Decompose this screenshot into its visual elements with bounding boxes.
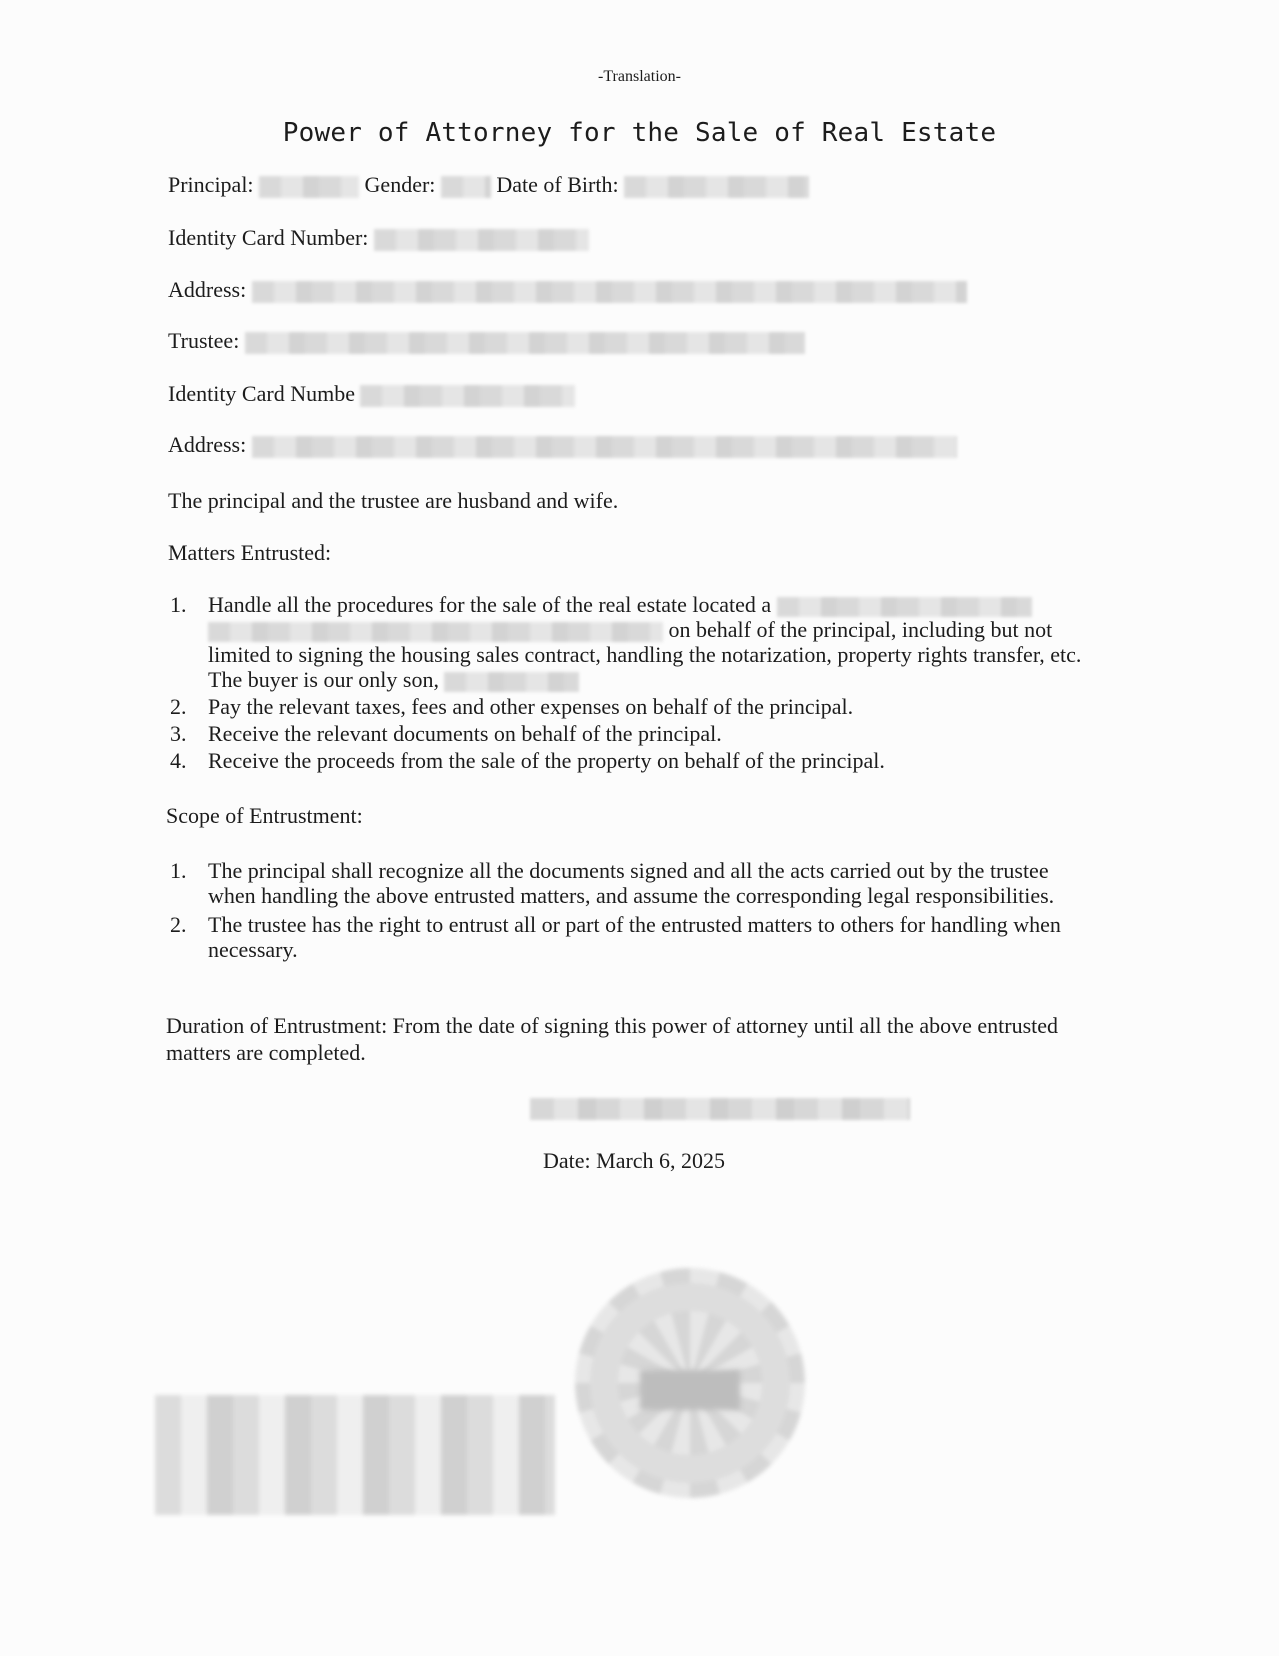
duration-statement: Duration of Entrustment: From the date of signing this power of attorney until all the above entrusted matters are completed. bbox=[166, 1013, 1059, 1065]
trustee-redacted bbox=[245, 332, 805, 354]
translation-note: -Translation- bbox=[598, 68, 681, 85]
gender-label: Gender: bbox=[364, 172, 436, 197]
principal-label: Principal: bbox=[168, 172, 254, 197]
list-item bbox=[170, 694, 1090, 719]
list-text: Receive the relevant documents on behalf of the principal. bbox=[208, 721, 722, 746]
matters-heading: Matters Entrusted: bbox=[168, 540, 332, 565]
scope-heading: Scope of Entrustment: bbox=[166, 803, 363, 828]
list-number: 3. bbox=[170, 721, 187, 746]
list-text: Pay the relevant taxes, fees and other expenses on behalf of the principal. bbox=[208, 694, 854, 719]
location-redacted bbox=[777, 597, 1032, 617]
address-redacted-principal bbox=[252, 281, 967, 303]
list-number: 2. bbox=[170, 912, 187, 937]
dob-redacted bbox=[624, 176, 809, 198]
id-line-principal bbox=[168, 225, 589, 251]
address-line-trustee bbox=[168, 432, 957, 458]
list-item bbox=[170, 748, 1090, 773]
list-number: 1. bbox=[170, 858, 187, 883]
id-redacted-trustee bbox=[360, 385, 575, 407]
relation-statement: The principal and the trustee are husband and wife. bbox=[168, 488, 619, 513]
list-item bbox=[170, 858, 1090, 908]
list-text: Receive the proceeds from the sale of the property on behalf of the principal. bbox=[208, 748, 885, 773]
scope-list bbox=[170, 858, 1090, 964]
list-item bbox=[170, 912, 1090, 962]
address-redacted-trustee bbox=[252, 436, 957, 458]
trustee-label: Trustee: bbox=[168, 328, 240, 353]
date-line: Date: March 6, 2025 bbox=[543, 1148, 726, 1173]
list-text: Handle all the procedures for the sale of the real estate located a bbox=[208, 592, 772, 617]
gender-redacted bbox=[441, 176, 491, 198]
list-text-cont: on behalf of the principal, including but not limited to signing the housing sales contract, handling the notarization, property rights transfer, etc. The buyer is our only son, bbox=[208, 617, 1082, 692]
principal-line bbox=[168, 172, 809, 198]
list-item bbox=[170, 592, 1090, 692]
id-label-trustee: Identity Card Numbe bbox=[168, 381, 355, 406]
dob-label: Date of Birth: bbox=[496, 172, 619, 197]
id-label-principal: Identity Card Number: bbox=[168, 225, 369, 250]
address-label-principal: Address: bbox=[168, 277, 247, 302]
list-text: The trustee has the right to entrust all or part of the entrusted matters to others for handling when necessary. bbox=[208, 912, 1061, 962]
buyer-name-redacted bbox=[444, 672, 579, 692]
list-number: 4. bbox=[170, 748, 187, 773]
address-line-principal bbox=[168, 277, 967, 303]
document-title: Power of Attorney for the Sale of Real Estate bbox=[282, 118, 997, 148]
signature-redacted bbox=[155, 1395, 555, 1515]
id-redacted-principal bbox=[374, 229, 589, 251]
list-number: 2. bbox=[170, 694, 187, 719]
list-text: The principal shall recognize all the documents signed and all the acts carried out by the trustee when handling the above entrusted matters, and assume the corresponding legal responsibilities. bbox=[208, 858, 1055, 908]
id-line-trustee bbox=[168, 381, 575, 407]
trustee-line bbox=[168, 328, 805, 354]
matters-list bbox=[170, 592, 1090, 775]
principal-redacted bbox=[259, 176, 359, 198]
list-item bbox=[170, 721, 1090, 746]
address-label-trustee: Address: bbox=[168, 432, 247, 457]
signer-name-redacted bbox=[530, 1098, 910, 1120]
seal-center-redacted bbox=[640, 1370, 740, 1410]
list-number: 1. bbox=[170, 592, 187, 617]
location-redacted-2 bbox=[208, 622, 663, 642]
